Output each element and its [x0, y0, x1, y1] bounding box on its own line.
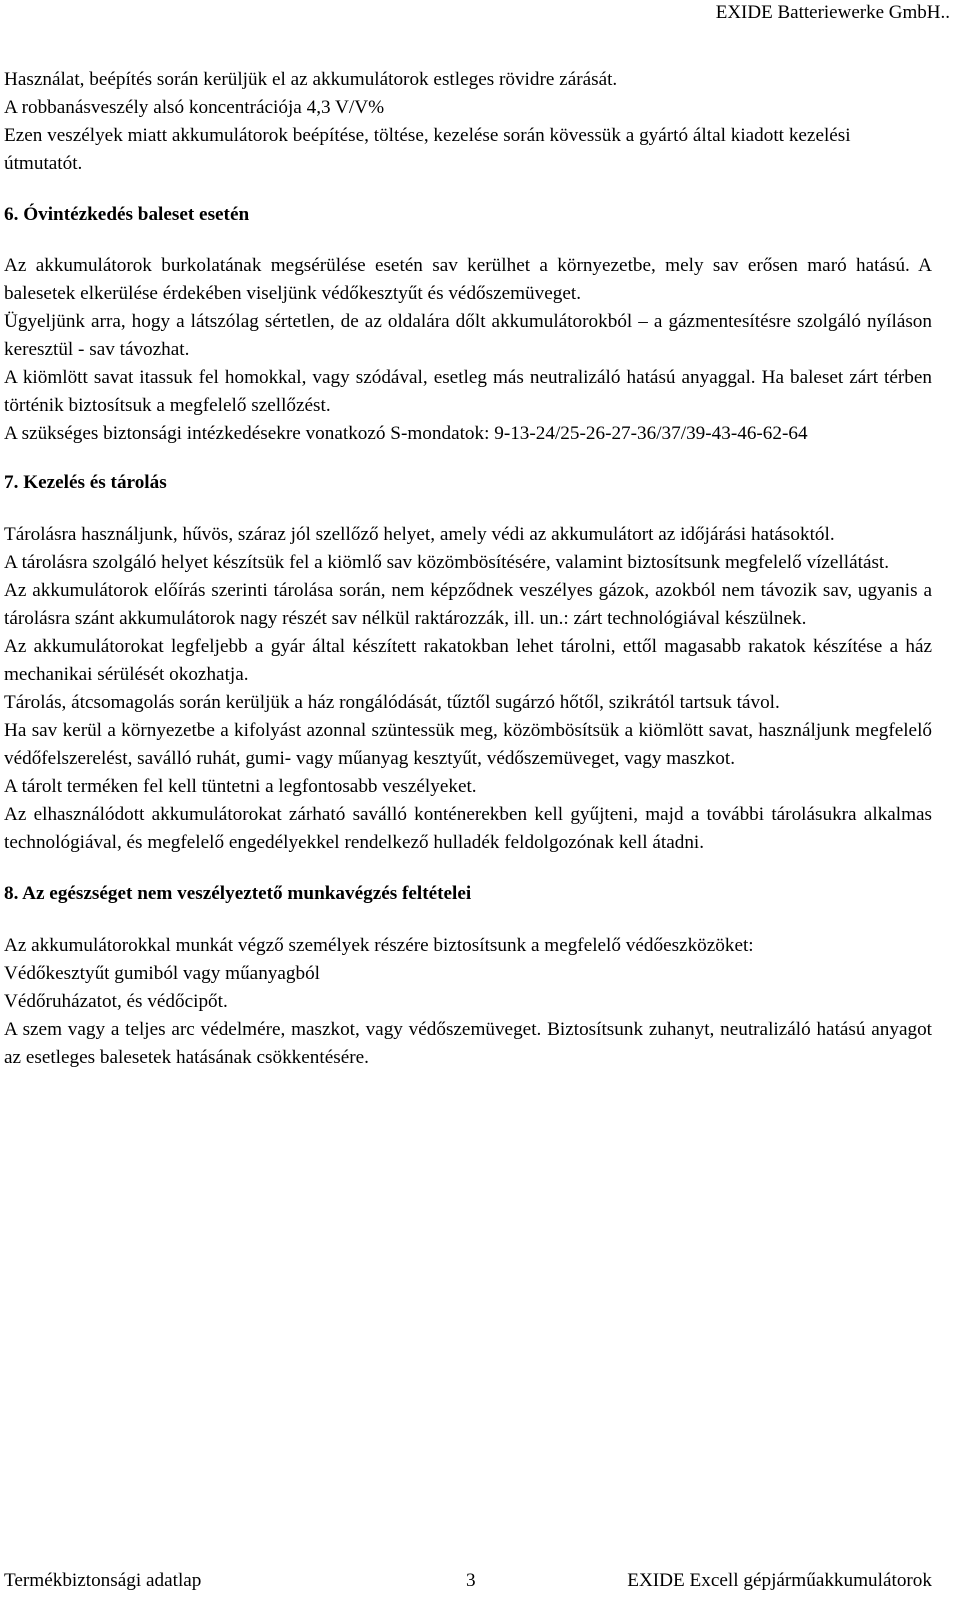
footer-document-title: Termékbiztonsági adatlap	[4, 1570, 202, 1591]
section-7-paragraph: Az elhasználódott akkumulátorokat zárható saválló konténerekben kell gyűjteni, majd a további tárolásukra alkalmas technológiával, és megfelelő engedélyekkel rendelkező hulladék feldolgozónak kell átadni.	[4, 804, 932, 853]
section-6-paragraph: Az akkumulátorok burkolatának megsérülése esetén sav kerülhet a környezetbe, mely sav erősen maró hatású. A balesetek elkerülése érdekében viseljünk védőkesztyűt és védőszemüveget.	[4, 255, 932, 304]
section-8-paragraph: Védőkesztyűt gumiból vagy műanyagból	[4, 963, 321, 984]
section-8-paragraph: Az akkumulátorokkal munkát végző személyek részére biztosítsunk a megfelelő védőeszközöket:	[4, 935, 754, 956]
section-7-paragraph: A tárolt terméken fel kell tüntetni a legfontosabb veszélyeket.	[4, 776, 477, 797]
section-7-paragraph: Ha sav kerül a környezetbe a kifolyást azonnal szüntessük meg, közömbösítsük a kiömlött savat, használjunk megfelelő védőfelszerelést, saválló ruhát, gumi- vagy műanyag kesztyűt, védőszemüveget, vagy maszkot.	[4, 720, 932, 769]
footer-page-number: 3	[466, 1570, 476, 1591]
section-8-heading: 8. Az egészséget nem veszélyeztető munkavégzés feltételei	[4, 883, 472, 904]
footer-product-name: EXIDE Excell gépjárműakkumulátorok	[627, 1570, 932, 1591]
section-8-paragraph: Védőruházatot, és védőcipőt.	[4, 991, 228, 1012]
page-header-company: EXIDE Batteriewerke GmbH..	[715, 2, 950, 23]
section-6-paragraph: A szükséges biztonsági intézkedésekre vonatkozó S-mondatok: 9-13-24/25-26-27-36/37/39-43-46-62-64	[4, 423, 808, 444]
section-8-paragraph: A szem vagy a teljes arc védelmére, maszkot, vagy védőszemüveget. Biztosítsunk zuhanyt, neutralizáló hatású anyagot az esetleges balesetek hatásának csökkentésére.	[4, 1019, 932, 1068]
section-7-paragraph: Az akkumulátorokat legfeljebb a gyár által készített rakatokban lehet tárolni, ettől magasabb rakatok készítése a ház mechanikai sérülését okozhatja.	[4, 636, 932, 685]
intro-paragraph: Ezen veszélyek miatt akkumulátorok beépítése, töltése, kezelése során kövessük a gyártó által kiadott kezelési útmutatót.	[4, 125, 851, 174]
intro-paragraph: Használat, beépítés során kerüljük el az akkumulátorok estleges rövidre zárását.	[4, 69, 618, 90]
section-6-paragraph: Ügyeljünk arra, hogy a látszólag sértetlen, de az oldalára dőlt akkumulátorokból – a gázmentesítésre szolgáló nyíláson keresztül - sav távozhat.	[4, 311, 932, 360]
page-footer	[4, 1570, 932, 1600]
intro-paragraph: A robbanásveszély alsó koncentrációja 4,3 V/V%	[4, 97, 385, 118]
section-7-paragraph: Az akkumulátorok előírás szerinti tárolása során, nem képződnek veszélyes gázok, azokból nem távozik sav, ugyanis a tárolásra szánt akkumulátorok nagy részét sav nélkül raktározzák, ill. un.: zárt technológiával készülnek.	[4, 580, 932, 629]
section-7-heading: 7. Kezelés és tárolás	[4, 472, 167, 493]
section-6-paragraph: A kiömlött savat itassuk fel homokkal, vagy szódával, esetleg más neutralizáló hatású anyaggal. Ha baleset zárt térben történik biztosítsuk a megfelelő szellőzést.	[4, 367, 932, 416]
section-7-paragraph: Tárolás, átcsomagolás során kerüljük a ház rongálódását, tűztől sugárzó hőtől, szikrától tartsuk távol.	[4, 692, 780, 713]
document-body	[4, 66, 932, 1072]
section-6-heading: 6. Óvintézkedés baleset esetén	[4, 204, 250, 225]
section-7-paragraph: Tárolásra használjunk, hűvös, száraz jól szellőző helyet, amely védi az akkumulátort az időjárási hatásoktól.	[4, 524, 835, 545]
section-7-paragraph: A tárolásra szolgáló helyet készítsük fel a kiömlő sav közömbösítésére, valamint biztosítsunk megfelelő vízellátást.	[4, 552, 890, 573]
